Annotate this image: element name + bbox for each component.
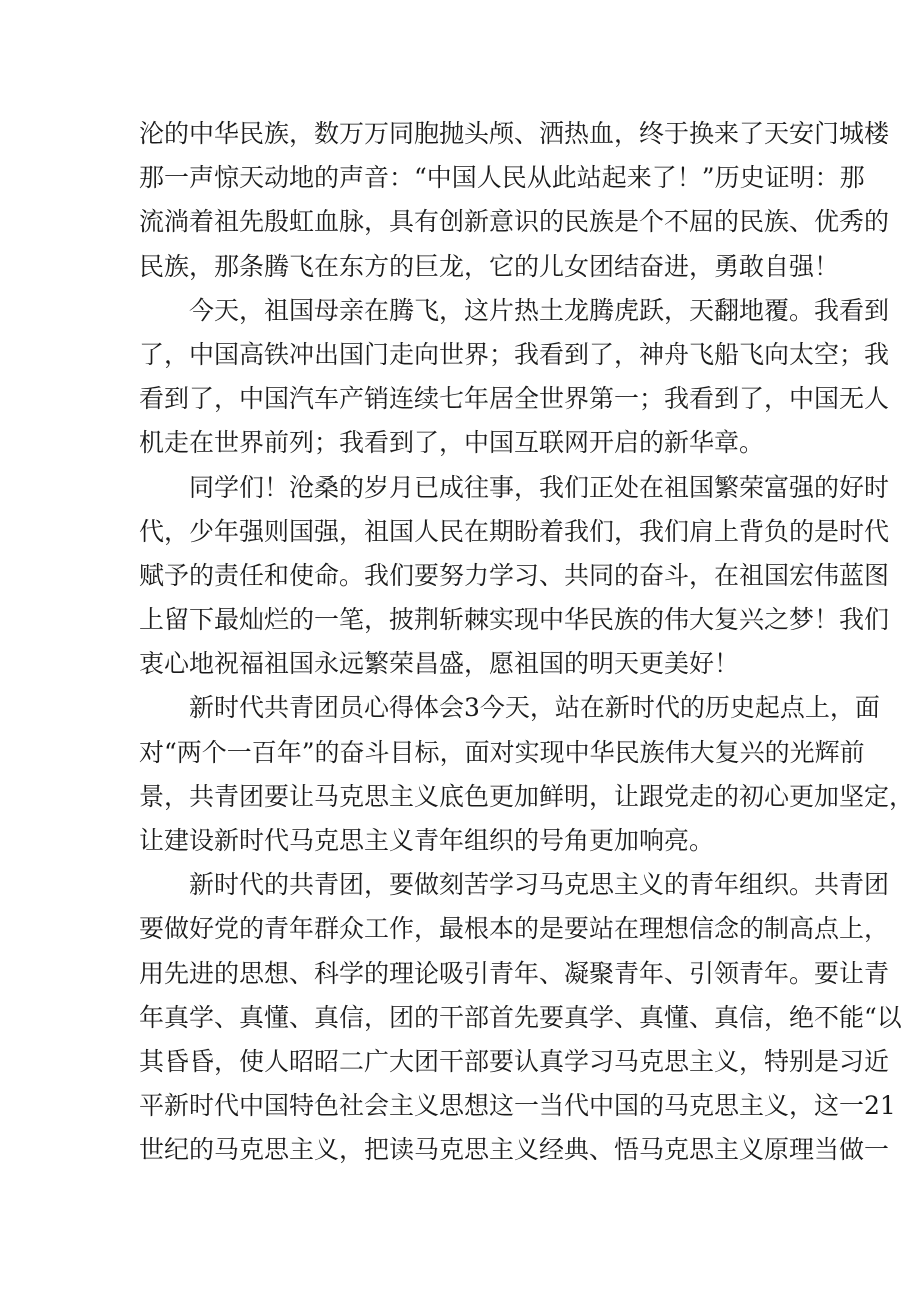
text-line: 世纪的马克思主义，把读马克思主义经典、悟马克思主义原理当做一 [139, 1135, 890, 1165]
text-line: 衷心地祝福祖国永远繁荣昌盛，愿祖国的明天更美好！ [139, 649, 740, 679]
text-line: 对“两个一百年”的奋斗目标，面对实现中华民族伟大复兴的光辉前 [139, 737, 865, 767]
text-line: 民族，那条腾飞在东方的巨龙，它的儿女团结奋进，勇敢自强！ [139, 251, 840, 281]
text-line: 了，中国高铁冲出国门走向世界；我看到了，神舟飞船飞向太空；我 [139, 339, 890, 369]
text-line: 要做好党的青年群众工作，最根本的是要站在理想信念的制高点上， [139, 914, 890, 944]
text-line: 代，少年强则国强，祖国人民在期盼着我们，我们肩上背负的是时代 [139, 516, 890, 546]
text-line: 其昏昏，使人昭昭二广大团干部要认真学习马克思主义，特别是习近 [139, 1046, 890, 1076]
paragraph-first-line: 今天，祖国母亲在腾飞，这片热土龙腾虎跃，天翻地覆。我看到 [189, 295, 890, 325]
text-line: 流淌着祖先殷虹血脉，具有创新意识的民族是个不屈的民族、优秀的 [139, 207, 890, 237]
paragraph-first-line: 新时代的共青团，要做刻苦学习马克思主义的青年组织。共青团 [189, 870, 890, 900]
text-line: 年真学、真懂、真信，团的干部首先要真学、真懂、真信，绝不能“以 [139, 1002, 902, 1032]
text-line: 看到了，中国汽车产销连续七年居全世界第一；我看到了，中国无人 [139, 384, 890, 414]
paragraph-first-line: 同学们！沧桑的岁月已成往事，我们正处在祖国繁荣富强的好时 [189, 472, 890, 502]
text-line: 让建设新时代马克思主义青年组织的号角更加响亮。 [139, 826, 715, 855]
body-text [139, 112, 915, 1173]
text-line: 用先进的思想、科学的理论吸引青年、凝聚青年、引领青年。要让青 [139, 958, 890, 988]
text-line: 那一声惊天动地的声音：“中国人民从此站起来了！”历史证明：那 [139, 163, 865, 193]
paragraph-first-line: 新时代共青团员心得体会3今天，站在新时代的历史起点上，面 [189, 693, 880, 723]
text-line: 机走在世界前列；我看到了，中国互联网开启的新华章。 [139, 428, 765, 458]
text-line: 上留下最灿烂的一笔，披荆斩棘实现中华民族的伟大复兴之梦！我们 [139, 605, 890, 635]
text-line: 沦的中华民族，数万万同胞抛头颅、洒热血，终于换来了天安门城楼 [139, 119, 890, 148]
text-line: 平新时代中国特色社会主义思想这一当代中国的马克思主义，这一21 [139, 1091, 896, 1121]
text-line: 赋予的责任和使命。我们要努力学习、共同的奋斗，在祖国宏伟蓝图 [139, 560, 890, 590]
text-line: 景，共青团要让马克思主义底色更加鲜明，让跟党走的初心更加坚定， [139, 781, 915, 811]
